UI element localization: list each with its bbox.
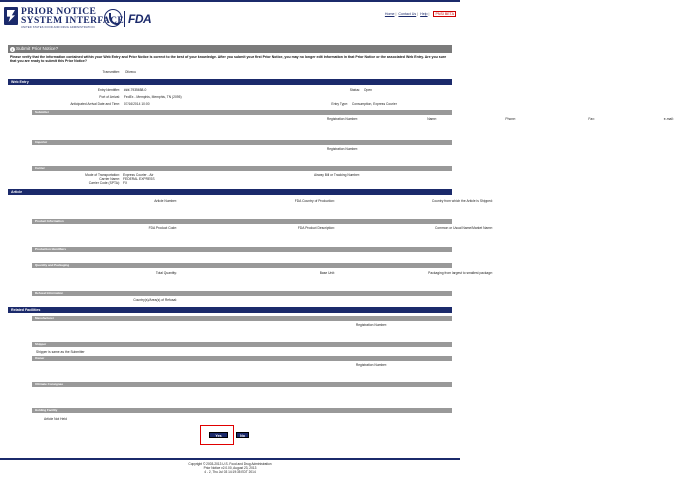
transmitter-row: Transmitter: Olivecu bbox=[102, 70, 136, 74]
submitter-section: Submitter bbox=[32, 110, 452, 115]
holding-facility-section: Holding Facility bbox=[32, 408, 452, 413]
fda-logo: FDA bbox=[128, 12, 152, 26]
quantity-packaging-section: Quantity and Packaging bbox=[32, 263, 452, 268]
page-title: Submit Prior Notice? bbox=[16, 46, 59, 51]
footer-build: 4 - 2, Thu Jul 03 14:19:35 EDT 2014 bbox=[204, 469, 256, 474]
entry-identifier-value: ###-7935658-0 bbox=[123, 88, 147, 92]
entry-type-value: Consumption, Express Courier bbox=[351, 102, 397, 106]
hhs-eagle-icon bbox=[104, 9, 122, 27]
web-entry-section: Web Entry bbox=[8, 79, 452, 85]
info-icon bbox=[10, 47, 15, 52]
transmitter-value: Olivecu bbox=[124, 70, 136, 74]
pnsi-logo-icon bbox=[4, 7, 18, 25]
home-link[interactable]: Home bbox=[384, 12, 395, 16]
submit-warning: Please verify that the information contained within your Web Entry and Prior Notice is correct to the best of your knowledge. After you submit your first Prior Notice, you may no longer edit information in that Prior Notice or the associated Web Entry. Are you sure that you are ready to submit this Prior Notice? bbox=[10, 55, 447, 64]
site-title-line1: PRIOR NOTICE bbox=[21, 7, 97, 17]
production-identifiers-section: Production Identifiers bbox=[32, 247, 452, 252]
footer-version: Prior Notice v2.0.00, August 23, 2013 bbox=[203, 465, 257, 470]
site-header bbox=[0, 2, 460, 34]
help-link[interactable]: Help bbox=[420, 12, 428, 16]
ultimate-consignee-section: Ultimate Consignee bbox=[32, 382, 452, 387]
version-badge: PNSI BETA bbox=[435, 12, 454, 16]
footer bbox=[0, 463, 460, 475]
owner-section: Owner bbox=[32, 356, 452, 361]
contact-us-link[interactable]: Contact Us bbox=[398, 12, 417, 16]
carrier-name-value: FEDERAL EXPRESS bbox=[123, 177, 155, 182]
mode-value: Express Courier - Air bbox=[123, 173, 154, 177]
port-of-arrival-value: FedEx - Memphis, Memphis, TN (2095) bbox=[123, 95, 182, 99]
footer-border bbox=[0, 458, 460, 460]
related-facilities-section: Related Facilities bbox=[8, 307, 452, 313]
refusal-information-section: Refusal Information bbox=[32, 291, 452, 296]
article-section: Article bbox=[8, 189, 452, 195]
page-title-bar bbox=[8, 45, 452, 53]
manufacturer-section: Manufacturer bbox=[32, 316, 452, 321]
site-title-line2: SYSTEM INTERFACE bbox=[21, 16, 125, 26]
importer-section: Importer bbox=[32, 140, 452, 145]
logo-divider bbox=[124, 11, 125, 27]
status-value: Open bbox=[363, 88, 372, 92]
footer-copyright: Copyright © 2003-2013 U.S. Food and Drug Administration bbox=[188, 462, 272, 466]
anticipated-arrival-value: 07/16/2014 10:00 bbox=[123, 102, 150, 106]
holding-note: Article Not Held bbox=[44, 417, 67, 421]
no-button[interactable]: No bbox=[236, 432, 249, 438]
site-subtitle: UNITED STATES FOOD AND DRUG ADMINISTRATION bbox=[21, 26, 95, 29]
carrier-code-value: FX bbox=[123, 181, 128, 186]
shipper-note: Shipper is same as the Submitter bbox=[36, 350, 85, 354]
shipper-section: Shipper bbox=[32, 342, 452, 347]
carrier-section: Carrier bbox=[32, 166, 452, 171]
product-information-section: Product Information bbox=[32, 219, 452, 224]
top-links: Home| Contact Us| Help| PNSI BETA bbox=[384, 12, 454, 16]
yes-button[interactable]: Yes bbox=[209, 432, 228, 438]
